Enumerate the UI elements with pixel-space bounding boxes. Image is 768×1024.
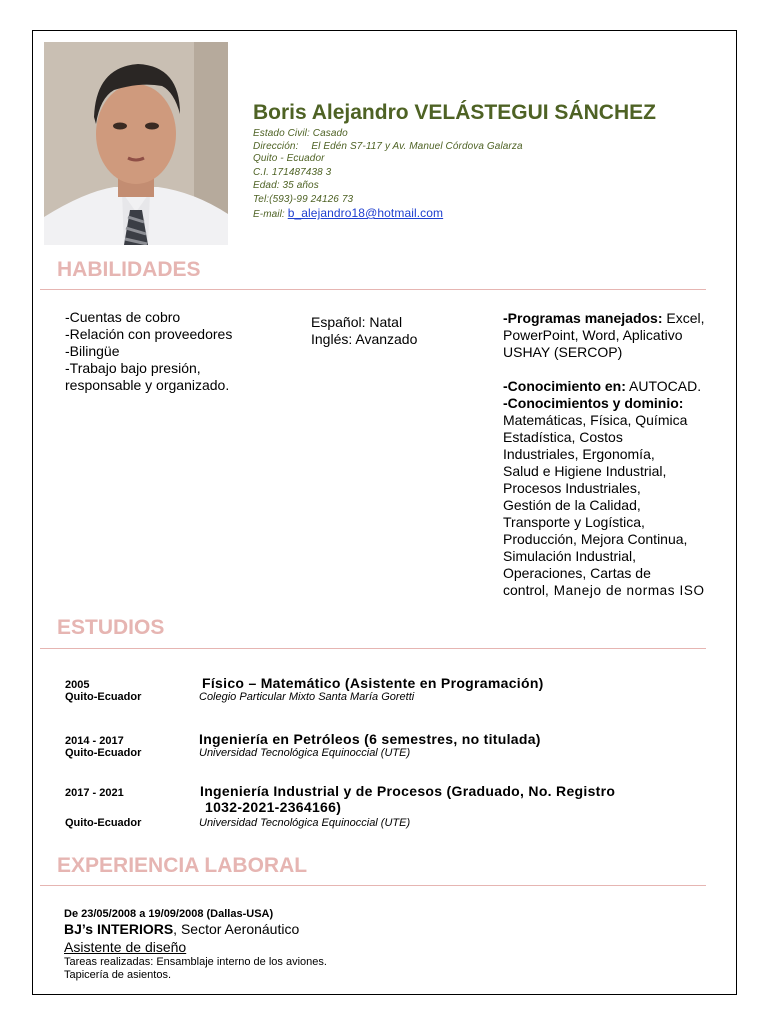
- address-label: Dirección:: [253, 141, 299, 152]
- mastery-label: -Conocimientos y dominio:: [503, 395, 684, 411]
- job-position: Asistente de diseño: [64, 939, 187, 955]
- knowledge-column: [503, 310, 705, 599]
- section-title-habilidades: HABILIDADES: [57, 258, 201, 281]
- edu-city: Quito-Ecuador: [65, 817, 142, 829]
- edu-school: Colegio Particular Mixto Santa María Goretti: [199, 691, 415, 703]
- edu-year: 2005: [65, 679, 90, 691]
- programs-label: -Programas manejados:: [503, 310, 663, 326]
- section-title-experiencia: EXPERIENCIA LABORAL: [57, 854, 308, 877]
- email-label: E-mail:: [253, 209, 285, 220]
- programs-line: USHAY (SERCOP): [503, 344, 623, 360]
- spacer: [503, 361, 705, 378]
- mastery-line: Estadística, Costos: [503, 429, 623, 445]
- edu-degree: Ingeniería Industrial y de Procesos (Graduado, No. Registro: [200, 783, 616, 799]
- skill-item: -Trabajo bajo presión,: [65, 360, 201, 376]
- address-value: El Edén S7-117 y Av. Manuel Córdova Galarza: [311, 141, 523, 152]
- section-title-estudios: ESTUDIOS: [57, 616, 165, 639]
- section-divider: [40, 648, 706, 649]
- city: Quito - Ecuador: [253, 153, 325, 164]
- age: Edad: 35 años: [253, 180, 319, 191]
- email-row: [253, 206, 443, 220]
- job-period: De 23/05/2008 a 19/09/2008 (Dallas-USA): [64, 908, 274, 920]
- id-number: C.I. 171487438 3: [253, 167, 332, 178]
- mastery-line: Gestión de la Calidad,: [503, 497, 641, 513]
- language-item: Español: Natal: [311, 314, 403, 330]
- skill-item: -Cuentas de cobro: [65, 309, 181, 325]
- job-task: Tareas realizadas: Ensamblaje interno de los aviones.: [64, 956, 327, 968]
- knowledge-label: -Conocimiento en:: [503, 378, 626, 394]
- email-link[interactable]: b_alejandro18@hotmail.com: [287, 206, 444, 220]
- languages-list: [311, 314, 417, 348]
- mastery-line: Industriales, Ergonomía,: [503, 446, 655, 462]
- civil-status: Estado Civil: Casado: [253, 128, 348, 139]
- edu-year: 2017 - 2021: [65, 787, 124, 799]
- edu-degree-registry: 1032-2021-2364166): [205, 799, 342, 815]
- mastery-line: Transporte y Logística,: [503, 514, 645, 530]
- edu-city: Quito-Ecuador: [65, 747, 142, 759]
- programs-line: -Programas manejados: Excel,: [503, 310, 705, 326]
- edu-city: Quito-Ecuador: [65, 691, 142, 703]
- skill-item: -Bilingüe: [65, 343, 120, 359]
- job-company: BJ’s INTERIORS: [64, 921, 174, 937]
- edu-school: Universidad Tecnológica Equinoccial (UTE): [199, 817, 411, 829]
- mastery-line: Procesos Industriales,: [503, 480, 641, 496]
- job-sector: , Sector Aeronáutico: [173, 921, 300, 937]
- programs-line: PowerPoint, Word, Aplicativo: [503, 327, 683, 343]
- edu-degree: Ingeniería en Petróleos (6 semestres, no titulada): [199, 731, 541, 747]
- skill-item: -Relación con proveedores: [65, 326, 233, 342]
- edu-school: Universidad Tecnológica Equinoccial (UTE): [199, 747, 411, 759]
- mastery-line: Salud e Higiene Industrial,: [503, 463, 667, 479]
- section-divider: [40, 289, 706, 290]
- mastery-line: Operaciones, Cartas de: [503, 565, 651, 581]
- job-company-line: [64, 921, 299, 937]
- edu-degree: Físico – Matemático (Asistente en Programación): [202, 675, 544, 691]
- address-row: [253, 141, 523, 152]
- phone: Tel:(593)-99 24126 73: [253, 194, 354, 205]
- mastery-line: Producción, Mejora Continua,: [503, 531, 688, 547]
- candidate-name: Boris Alejandro VELÁSTEGUI SÁNCHEZ: [253, 101, 656, 124]
- mastery-line: control, Manejo de normas ISO: [503, 582, 705, 598]
- skills-list: [65, 309, 232, 394]
- language-item: Inglés: Avanzado: [311, 331, 418, 347]
- job-task: Tapicería de asientos.: [64, 969, 172, 981]
- edu-year: 2014 - 2017: [65, 735, 124, 747]
- skill-item: responsable y organizado.: [65, 377, 230, 393]
- mastery-line: Simulación Industrial,: [503, 548, 637, 564]
- knowledge-line: -Conocimiento en: AUTOCAD.: [503, 378, 702, 394]
- mastery-line: Matemáticas, Física, Química: [503, 412, 688, 428]
- section-divider: [40, 885, 706, 886]
- profile-photo: [44, 42, 228, 245]
